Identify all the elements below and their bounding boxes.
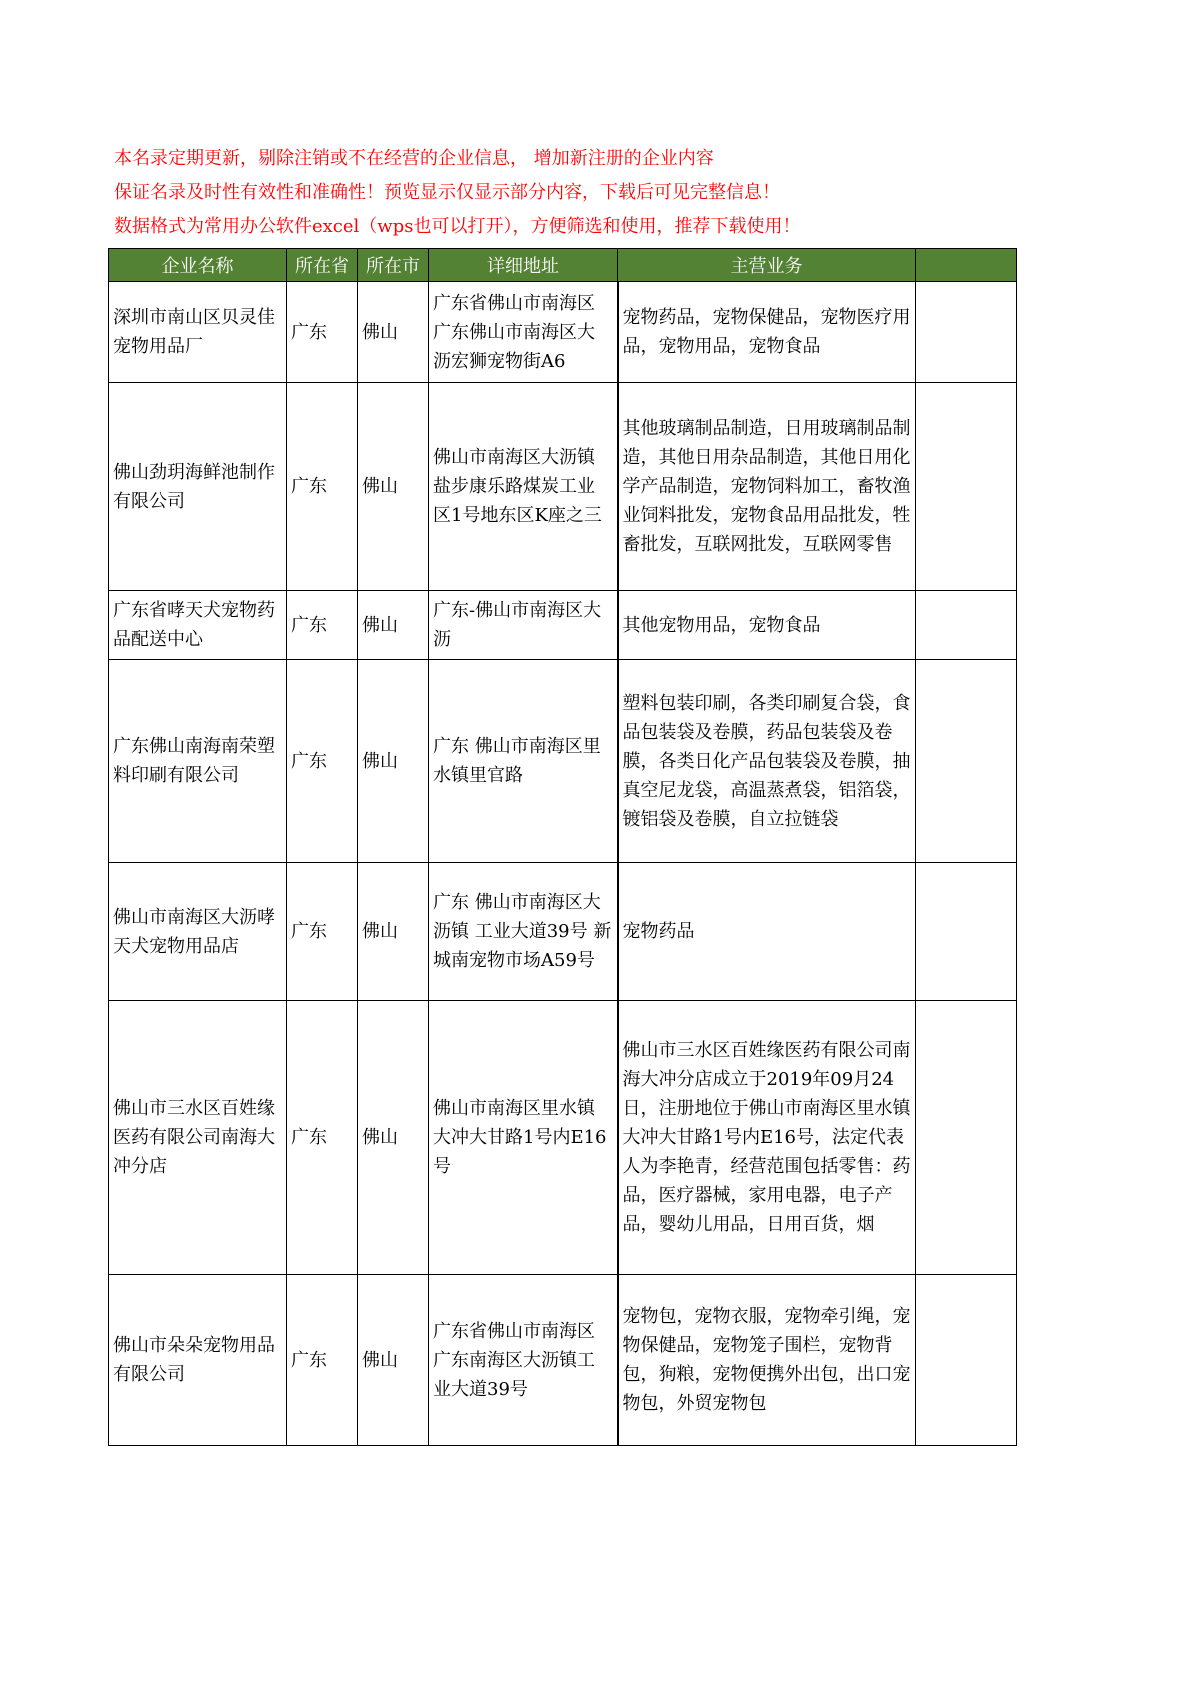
business-cell: 宠物药品 bbox=[618, 863, 916, 1001]
province-cell: 广东 bbox=[287, 660, 358, 863]
province-cell: 广东 bbox=[287, 1001, 358, 1275]
address-cell: 广东省佛山市南海区广东南海区大沥镇工业大道39号 bbox=[429, 1275, 618, 1446]
address-cell: 佛山市南海区里水镇大冲大甘路1号内E16号 bbox=[429, 1001, 618, 1275]
address-cell: 广东 佛山市南海区大沥镇 工业大道39号 新城南宠物市场A59号 bbox=[429, 863, 618, 1001]
company-table bbox=[108, 248, 1017, 1446]
extra-cell bbox=[916, 863, 1017, 1001]
company-name-cell: 佛山市南海区大沥哮天犬宠物用品店 bbox=[109, 863, 287, 1001]
province-cell: 广东 bbox=[287, 1275, 358, 1446]
province-cell: 广东 bbox=[287, 863, 358, 1001]
company-name-cell: 广东佛山南海南荣塑料印刷有限公司 bbox=[109, 660, 287, 863]
notice-block bbox=[114, 142, 1114, 244]
city-cell: 佛山 bbox=[358, 591, 429, 660]
header-province: 所在省 bbox=[287, 249, 358, 282]
table-header-row bbox=[109, 249, 1017, 282]
table-row bbox=[109, 660, 1017, 863]
business-cell: 其他宠物用品，宠物食品 bbox=[618, 591, 916, 660]
table-row bbox=[109, 1275, 1017, 1446]
company-name-cell: 深圳市南山区贝灵佳宠物用品厂 bbox=[109, 282, 287, 383]
address-cell: 广东 佛山市南海区里水镇里官路 bbox=[429, 660, 618, 863]
table-row bbox=[109, 863, 1017, 1001]
province-cell: 广东 bbox=[287, 282, 358, 383]
table-row bbox=[109, 1001, 1017, 1275]
extra-cell bbox=[916, 660, 1017, 863]
business-cell: 塑料包装印刷，各类印刷复合袋，食品包装袋及卷膜，药品包装袋及卷膜，各类日化产品包装袋及卷膜，抽真空尼龙袋，高温蒸煮袋，铝箔袋，镀铝袋及卷膜，自立拉链袋 bbox=[618, 660, 916, 863]
notice-line: 数据格式为常用办公软件excel（wps也可以打开），方便筛选和使用，推荐下载使用！ bbox=[114, 216, 801, 237]
business-cell: 佛山市三水区百姓缘医药有限公司南海大冲分店成立于2019年09月24日，注册地位于佛山市南海区里水镇大冲大甘路1号内E16号，法定代表人为李艳青，经营范围包括零售：药品，医疗器械，家用电器，电子产品，婴幼儿用品，日用百货，烟 bbox=[618, 1001, 916, 1275]
extra-cell bbox=[916, 282, 1017, 383]
extra-cell bbox=[916, 383, 1017, 591]
header-address: 详细地址 bbox=[429, 249, 618, 282]
extra-cell bbox=[916, 1001, 1017, 1275]
company-name-cell: 广东省哮天犬宠物药品配送中心 bbox=[109, 591, 287, 660]
company-name-cell: 佛山劲玥海鲜池制作有限公司 bbox=[109, 383, 287, 591]
city-cell: 佛山 bbox=[358, 383, 429, 591]
table-row bbox=[109, 282, 1017, 383]
city-cell: 佛山 bbox=[358, 660, 429, 863]
header-business: 主营业务 bbox=[618, 249, 916, 282]
extra-cell bbox=[916, 1275, 1017, 1446]
city-cell: 佛山 bbox=[358, 1001, 429, 1275]
extra-cell bbox=[916, 591, 1017, 660]
header-extra bbox=[916, 249, 1017, 282]
table-row bbox=[109, 591, 1017, 660]
province-cell: 广东 bbox=[287, 591, 358, 660]
business-cell: 宠物药品，宠物保健品，宠物医疗用品，宠物用品，宠物食品 bbox=[618, 282, 916, 383]
notice-line: 本名录定期更新，剔除注销或不在经营的企业信息， 增加新注册的企业内容 bbox=[114, 148, 714, 169]
province-cell: 广东 bbox=[287, 383, 358, 591]
city-cell: 佛山 bbox=[358, 282, 429, 383]
business-cell: 宠物包，宠物衣服，宠物牵引绳，宠物保健品，宠物笼子围栏，宠物背包，狗粮，宠物便携外出包，出口宠物包，外贸宠物包 bbox=[618, 1275, 916, 1446]
company-name-cell: 佛山市三水区百姓缘医药有限公司南海大冲分店 bbox=[109, 1001, 287, 1275]
header-city: 所在市 bbox=[358, 249, 429, 282]
address-cell: 佛山市南海区大沥镇盐步康乐路煤炭工业区1号地东区K座之三 bbox=[429, 383, 618, 591]
header-company-name: 企业名称 bbox=[109, 249, 287, 282]
address-cell: 广东省佛山市南海区广东佛山市南海区大沥宏狮宠物街A6 bbox=[429, 282, 618, 383]
address-cell: 广东-佛山市南海区大沥 bbox=[429, 591, 618, 660]
business-cell: 其他玻璃制品制造，日用玻璃制品制造，其他日用杂品制造，其他日用化学产品制造，宠物饲料加工，畜牧渔业饲料批发，宠物食品用品批发，牲畜批发，互联网批发，互联网零售 bbox=[618, 383, 916, 591]
table-row bbox=[109, 383, 1017, 591]
city-cell: 佛山 bbox=[358, 1275, 429, 1446]
company-name-cell: 佛山市朵朵宠物用品有限公司 bbox=[109, 1275, 287, 1446]
city-cell: 佛山 bbox=[358, 863, 429, 1001]
notice-line: 保证名录及时性有效性和准确性！预览显示仅显示部分内容，下载后可见完整信息！ bbox=[114, 182, 780, 203]
